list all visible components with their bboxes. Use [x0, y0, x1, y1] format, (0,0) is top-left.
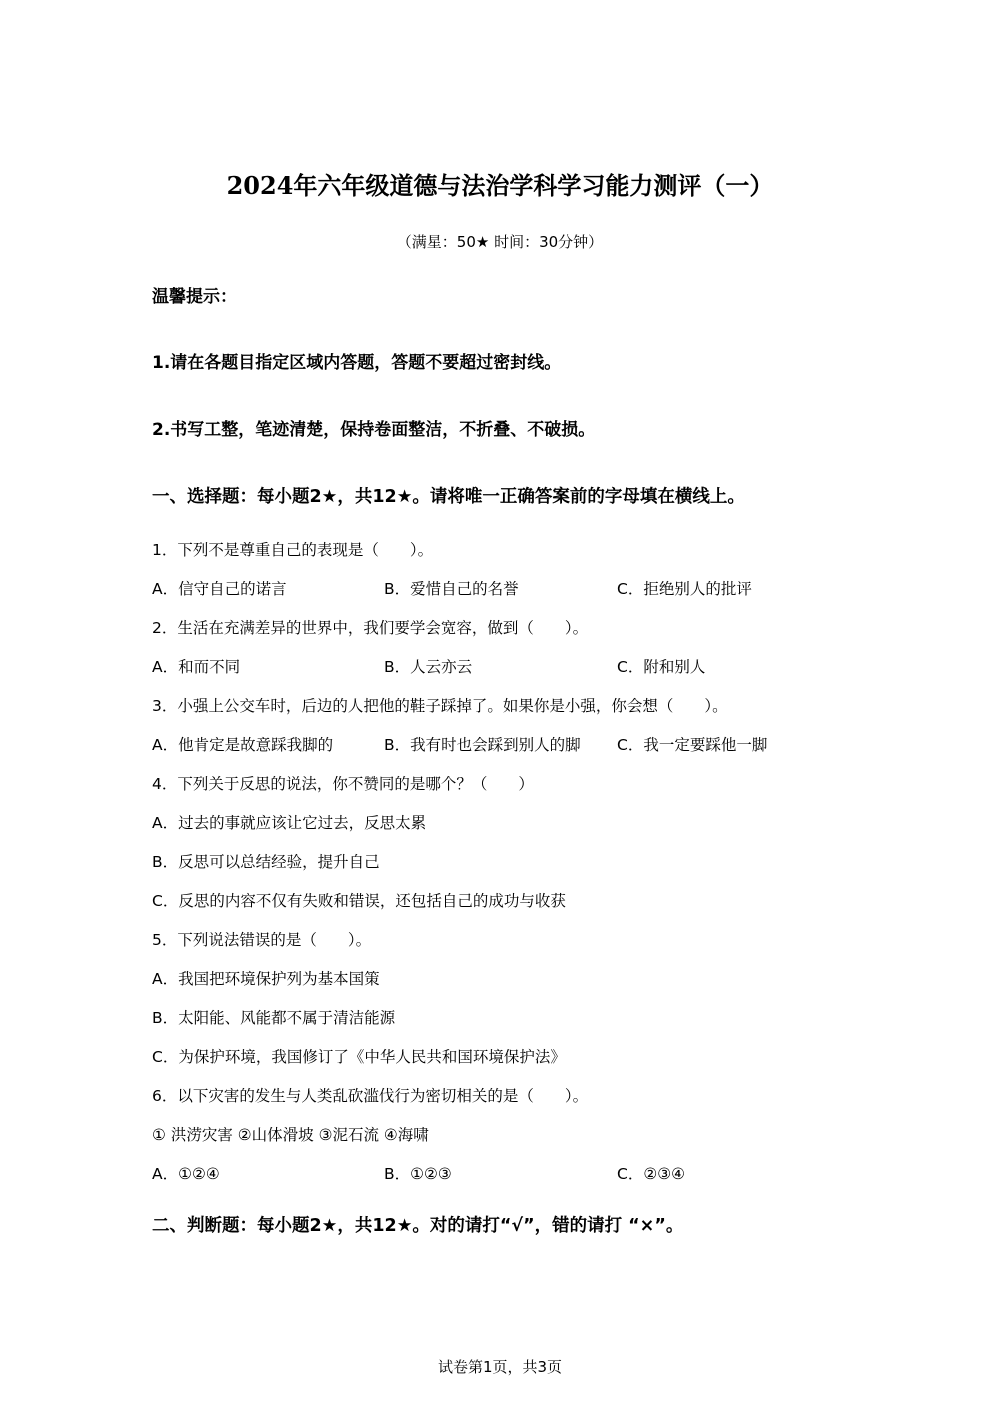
tip-line-1: 1.请在各题目指定区域内答题，答题不要超过密封线。	[152, 353, 562, 373]
exam-info: （满星：50★ 时间：30分钟）	[396, 233, 604, 251]
question-3-option-b: B．我有时也会踩到别人的脚	[384, 736, 581, 754]
tips-heading: 温馨提示：	[152, 287, 237, 307]
question-1-stem: 1．下列不是尊重自己的表现是（ ）。	[152, 541, 434, 559]
question-5-option-c: C．为保护环境，我国修订了《中华人民共和国环境保护法》	[152, 1048, 566, 1066]
question-2-option-c: C．附和别人	[617, 658, 706, 676]
tip-line-2: 2.书写工整，笔迹清楚，保持卷面整洁，不折叠、不破损。	[152, 420, 596, 440]
question-6-option-b: B．①②③	[384, 1165, 452, 1183]
question-6-stem: 6．以下灾害的发生与人类乱砍滥伐行为密切相关的是（ ）。	[152, 1087, 589, 1105]
question-2-option-b: B．人云亦云	[384, 658, 473, 676]
question-3-option-a: A．他肯定是故意踩我脚的	[152, 736, 334, 754]
question-6-option-a: A．①②④	[152, 1165, 220, 1183]
question-4-option-a: A．过去的事就应该让它过去，反思太累	[152, 814, 427, 832]
question-3-option-c: C．我一定要踩他一脚	[617, 736, 768, 754]
question-2-stem: 2．生活在充满差异的世界中，我们要学会宽容，做到（ ）。	[152, 619, 589, 637]
question-5-option-b: B．太阳能、风能都不属于清洁能源	[152, 1009, 396, 1027]
question-5-stem: 5．下列说法错误的是（ ）。	[152, 931, 372, 949]
question-1-option-c: C．拒绝别人的批评	[617, 580, 752, 598]
question-1-option-a: A．信守自己的诺言	[152, 580, 287, 598]
page-title: 2024年六年级道德与法治学科学习能力测评（一）	[226, 171, 774, 200]
question-6-items: ① 洪涝灾害 ②山体滑坡 ③泥石流 ④海啸	[152, 1126, 429, 1144]
question-1-option-b: B．爱惜自己的名誉	[384, 580, 519, 598]
question-3-stem: 3．小强上公交车时，后边的人把他的鞋子踩掉了。如果你是小强，你会想（ ）。	[152, 697, 728, 715]
question-4-option-c: C．反思的内容不仅有失败和错误，还包括自己的成功与收获	[152, 892, 566, 910]
question-6-option-c: C．②③④	[617, 1165, 686, 1183]
section-1-heading: 一、选择题：每小题2★，共12★。请将唯一正确答案前的字母填在横线上。	[152, 487, 745, 507]
page-footer: 试卷第1页，共3页	[437, 1358, 563, 1376]
question-4-option-b: B．反思可以总结经验，提升自己	[152, 853, 380, 871]
question-4-stem: 4．下列关于反思的说法，你不赞同的是哪个？（ ）	[152, 775, 534, 793]
section-2-heading: 二、判断题：每小题2★，共12★。对的请打“√”，错的请打 “×”。	[152, 1216, 684, 1236]
question-5-option-a: A．我国把环境保护列为基本国策	[152, 970, 380, 988]
question-2-option-a: A．和而不同	[152, 658, 241, 676]
